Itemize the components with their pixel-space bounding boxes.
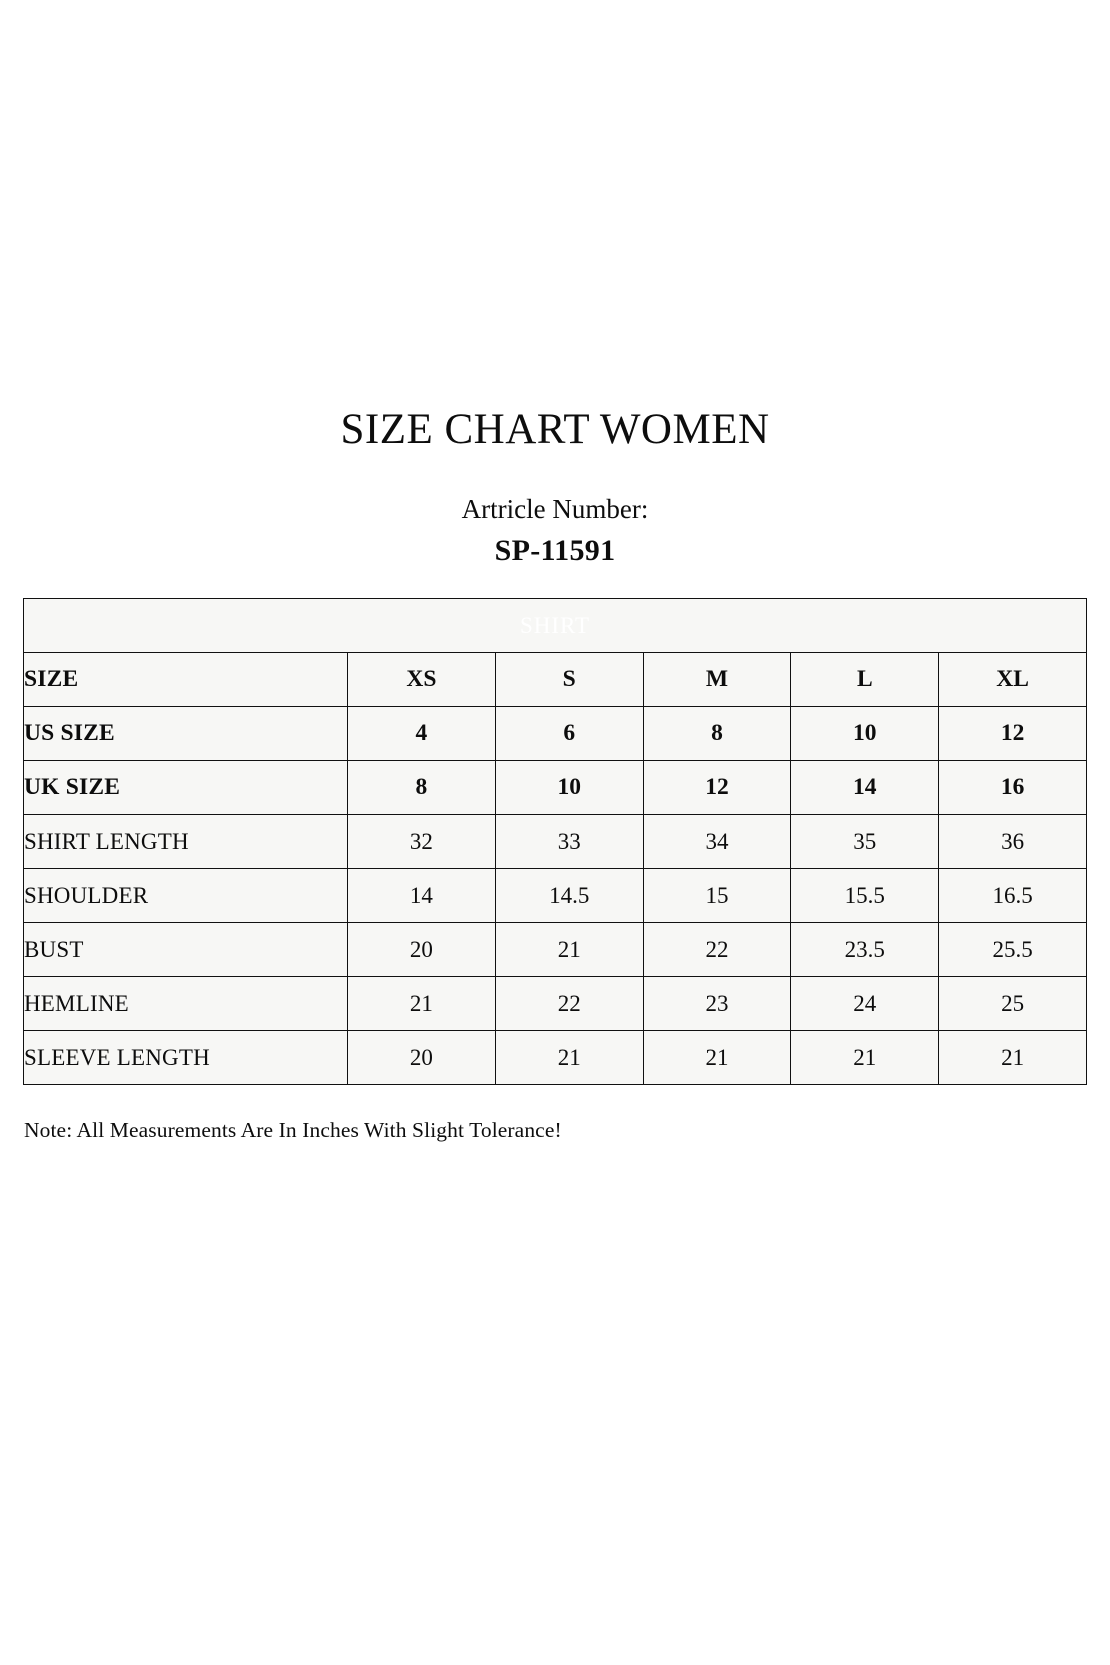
row-label: SHIRT LENGTH <box>24 815 348 869</box>
measurement-note: Note: All Measurements Are In Inches With Slight Tolerance! <box>24 1118 562 1142</box>
row-cell: 22 <box>643 923 791 977</box>
row-cell: 15.5 <box>791 869 939 923</box>
row-cell: 25.5 <box>939 923 1087 977</box>
table-banner-row <box>24 599 1087 653</box>
row-cell: 21 <box>939 1031 1087 1085</box>
row-cell: 23 <box>643 977 791 1031</box>
table-row <box>24 815 1087 869</box>
table-row <box>24 1031 1087 1085</box>
row-cell: 12 <box>939 707 1087 761</box>
row-cell: 15 <box>643 869 791 923</box>
row-cell: 6 <box>495 707 643 761</box>
row-cell: 14 <box>348 869 496 923</box>
header-size-l: L <box>791 653 939 707</box>
table-row <box>24 923 1087 977</box>
header-size-xl: XL <box>939 653 1087 707</box>
header-size-label: SIZE <box>24 653 348 707</box>
row-cell: 24 <box>791 977 939 1031</box>
row-cell: 16.5 <box>939 869 1087 923</box>
header-size-s: S <box>495 653 643 707</box>
row-cell: 35 <box>791 815 939 869</box>
page-title: SIZE CHART WOMEN <box>340 406 770 453</box>
row-cell: 36 <box>939 815 1087 869</box>
header-size-xs: XS <box>348 653 496 707</box>
row-cell: 23.5 <box>791 923 939 977</box>
row-cell: 22 <box>495 977 643 1031</box>
garment-type-banner: SHIRT <box>24 599 1087 653</box>
row-label: SLEEVE LENGTH <box>24 1031 348 1085</box>
row-label: HEMLINE <box>24 977 348 1031</box>
table-row <box>24 707 1087 761</box>
row-cell: 34 <box>643 815 791 869</box>
row-cell: 32 <box>348 815 496 869</box>
table-row <box>24 977 1087 1031</box>
row-cell: 21 <box>495 923 643 977</box>
size-chart-table <box>23 598 1087 1085</box>
table-header-row <box>24 653 1087 707</box>
row-cell: 8 <box>348 761 496 815</box>
row-label: US SIZE <box>24 707 348 761</box>
row-cell: 4 <box>348 707 496 761</box>
article-number-value: SP-11591 <box>494 534 616 567</box>
row-cell: 21 <box>791 1031 939 1085</box>
article-number-label: Artricle Number: <box>461 494 649 524</box>
row-cell: 25 <box>939 977 1087 1031</box>
row-cell: 33 <box>495 815 643 869</box>
table-row <box>24 869 1087 923</box>
row-cell: 21 <box>348 977 496 1031</box>
row-label: UK SIZE <box>24 761 348 815</box>
row-cell: 10 <box>495 761 643 815</box>
row-label: BUST <box>24 923 348 977</box>
table-row <box>24 761 1087 815</box>
row-cell: 21 <box>643 1031 791 1085</box>
row-cell: 21 <box>495 1031 643 1085</box>
row-cell: 20 <box>348 1031 496 1085</box>
row-cell: 16 <box>939 761 1087 815</box>
header-size-m: M <box>643 653 791 707</box>
size-chart-table-container <box>23 598 1086 1085</box>
row-cell: 20 <box>348 923 496 977</box>
row-cell: 12 <box>643 761 791 815</box>
row-cell: 8 <box>643 707 791 761</box>
row-cell: 10 <box>791 707 939 761</box>
row-cell: 14 <box>791 761 939 815</box>
row-cell: 14.5 <box>495 869 643 923</box>
row-label: SHOULDER <box>24 869 348 923</box>
